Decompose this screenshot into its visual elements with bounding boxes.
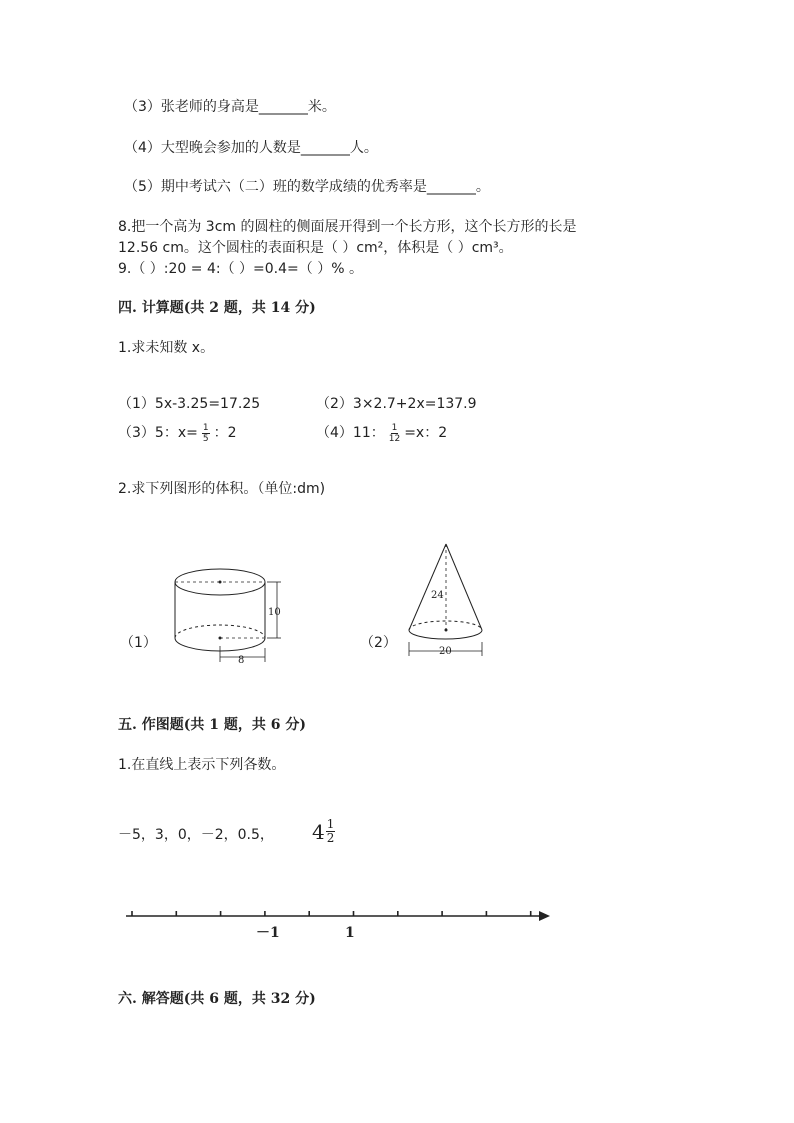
axis-label-neg-one: －1 bbox=[256, 925, 280, 941]
equation-4 bbox=[316, 422, 447, 444]
answer-blank[interactable]: _______ bbox=[258, 99, 308, 115]
figure-1-label: （1） bbox=[120, 635, 157, 651]
equation-3-prefix: （3）5：x= bbox=[118, 425, 198, 441]
fraction-denominator: 2 bbox=[326, 831, 335, 845]
equation-4-prefix: （4）11： bbox=[316, 425, 385, 441]
axis-label-pos-one: 1 bbox=[345, 925, 355, 941]
fill-item-5 bbox=[124, 176, 490, 196]
question-8-line2: 12.56 cm。这个圆柱的表面积是（ ）cm²，体积是（ ）cm³。 bbox=[118, 240, 513, 256]
section-6-title: 六. 解答题(共 6 题，共 32 分) bbox=[118, 991, 316, 1007]
fill-item-suffix: 人。 bbox=[349, 140, 378, 156]
section-5-title: 五. 作图题(共 1 题，共 6 分) bbox=[118, 717, 306, 733]
mixed-number-fraction bbox=[326, 818, 336, 845]
section-5-q1-title: 1.在直线上表示下列各数。 bbox=[118, 757, 286, 773]
question-8-line1: 8.把一个高为 3cm 的圆柱的侧面展开得到一个长方形，这个长方形的长是 bbox=[118, 219, 577, 235]
section-4-title: 四. 计算题(共 2 题，共 14 分) bbox=[118, 300, 316, 316]
equation-3-suffix: ：2 bbox=[213, 425, 237, 441]
fill-item-suffix: 。 bbox=[475, 179, 490, 195]
answer-blank[interactable]: _______ bbox=[300, 140, 350, 156]
mixed-number bbox=[312, 818, 336, 845]
section-4-q1-title: 1.求未知数 x。 bbox=[118, 340, 215, 356]
bottom-center-dot bbox=[219, 637, 222, 640]
cone-height-label: 24 bbox=[431, 590, 444, 601]
top-center-dot bbox=[219, 581, 222, 584]
number-line-arrow-icon bbox=[539, 911, 550, 921]
height-label: 10 bbox=[268, 607, 281, 618]
fraction-denominator: 5 bbox=[202, 433, 209, 444]
mixed-number-whole: 4 bbox=[312, 819, 325, 844]
question-9: 9.（ ）:20 = 4:（ ）=0.4=（ ）% 。 bbox=[118, 261, 363, 277]
fill-item-4 bbox=[124, 137, 378, 157]
cone-figure bbox=[400, 540, 490, 660]
cone-right-edge bbox=[446, 544, 482, 630]
fill-item-prefix: （3）张老师的身高是 bbox=[124, 99, 259, 115]
fraction-numerator: 1 bbox=[202, 422, 209, 433]
radius-label: 8 bbox=[238, 655, 245, 666]
diameter-label: 20 bbox=[439, 646, 452, 657]
equation-4-suffix: =x：2 bbox=[404, 425, 448, 441]
cylinder-bottom-back bbox=[175, 625, 265, 638]
fill-item-suffix: 米。 bbox=[307, 99, 336, 115]
equation-2: （2）3×2.7+2x=137.9 bbox=[316, 396, 477, 412]
fraction-numerator: 1 bbox=[391, 422, 398, 433]
fraction-numerator: 1 bbox=[326, 817, 335, 831]
equation-1: （1）5x-3.25=17.25 bbox=[118, 396, 261, 412]
numbers-list: －5，3，0，－2，0.5， bbox=[118, 827, 274, 843]
section-4-q2-title: 2.求下列图形的体积。（单位:dm) bbox=[118, 481, 326, 497]
cone-base-center-dot bbox=[445, 629, 448, 632]
figure-2-label: （2） bbox=[360, 635, 397, 651]
cone-left-edge bbox=[409, 544, 446, 630]
number-line[interactable] bbox=[120, 902, 560, 948]
cylinder-figure bbox=[165, 560, 290, 670]
fill-item-prefix: （4）大型晚会参加的人数是 bbox=[124, 140, 301, 156]
fraction-one-fifth bbox=[202, 423, 210, 444]
fill-item-3 bbox=[124, 96, 336, 116]
fraction-denominator: 12 bbox=[388, 433, 401, 444]
answer-blank[interactable]: _______ bbox=[426, 179, 476, 195]
equation-3 bbox=[118, 422, 237, 444]
fraction-one-twelfth bbox=[389, 423, 400, 444]
fill-item-prefix: （5）期中考试六（二）班的数学成绩的优秀率是 bbox=[124, 179, 427, 195]
